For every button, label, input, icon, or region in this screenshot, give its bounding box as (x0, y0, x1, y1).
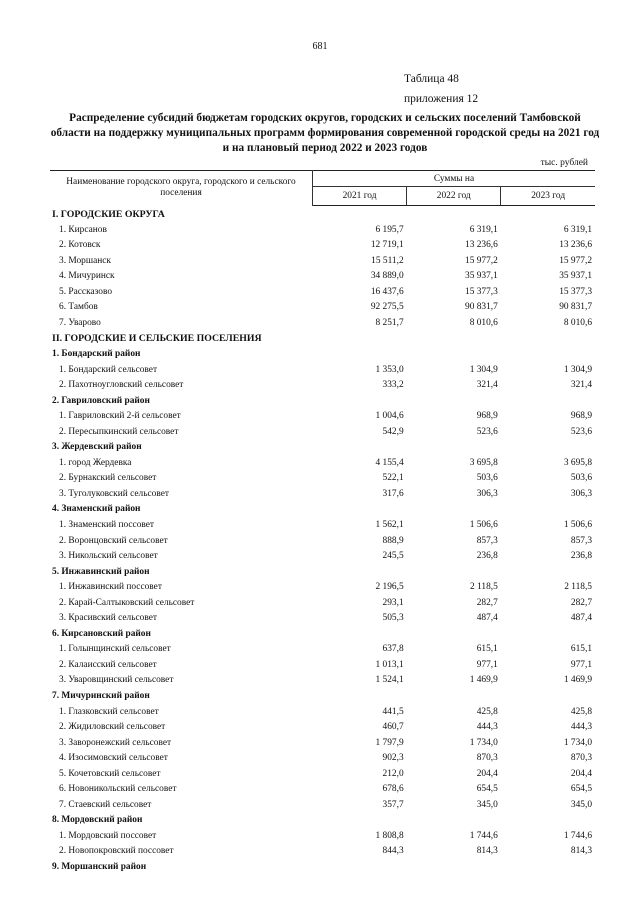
value-2023: 3 695,8 (563, 457, 592, 468)
value-2021 (312, 812, 406, 828)
row-name: 2. Пахотноугловский сельсовет (59, 380, 184, 391)
value-2021: 844,3 (382, 846, 404, 857)
value-2021: 1 797,9 (375, 737, 404, 748)
value-2023: 1 734,0 (563, 737, 592, 748)
value-2021: 637,8 (382, 644, 404, 655)
district-row (50, 812, 595, 828)
row-name: 3. Туголуковский сельсовет (59, 488, 169, 499)
units-label: тыс. рублей (540, 158, 588, 168)
table-title: Распределение субсидий бюджетам городских округов, городских и сельских поселений Тамбовской области на поддержку муниципальных программ формирования современной городской среды на 2021 год и на плановый период 2022 и 2023 годов (50, 112, 600, 154)
table-row (50, 610, 595, 626)
value-2022 (407, 858, 501, 874)
row-name: 1. Инжавинский поссовет (59, 582, 162, 593)
value-2021: 4 155,4 (375, 457, 404, 468)
value-2021: 542,9 (382, 426, 404, 437)
value-2021: 1 524,1 (375, 675, 404, 686)
value-2023: 13 236,6 (559, 240, 592, 251)
year-header-2022: 2022 год (407, 187, 501, 206)
table-row (50, 361, 595, 377)
value-2023: 1 469,9 (563, 675, 592, 686)
value-2021: 333,2 (382, 380, 404, 391)
row-name: 6. Тамбов (59, 302, 98, 313)
value-2021 (312, 330, 406, 346)
sums-header: Суммы на (312, 171, 595, 187)
value-2022: 90 831,7 (465, 302, 498, 313)
district-heading: 2. Гавриловский район (52, 395, 150, 406)
page-number: 681 (312, 41, 328, 52)
table-row (50, 299, 595, 315)
value-2023 (501, 501, 595, 517)
value-2021: 34 889,0 (370, 271, 404, 282)
value-2022: 814,3 (476, 846, 498, 857)
table-header (50, 171, 595, 206)
value-2021: 15 511,2 (371, 255, 404, 266)
value-2021: 12 719,1 (370, 240, 404, 251)
value-2021 (312, 563, 406, 579)
value-2023: 503,6 (570, 473, 592, 484)
value-2023: 236,8 (570, 551, 592, 562)
value-2023 (501, 392, 595, 408)
value-2023: 425,8 (570, 706, 592, 717)
value-2021: 8 251,7 (375, 317, 404, 328)
value-2022: 321,4 (476, 380, 498, 391)
value-2023: 8 010,6 (563, 317, 592, 328)
district-row (50, 625, 595, 641)
row-name: 1. Знаменский поссовет (59, 519, 155, 530)
value-2023 (501, 330, 595, 346)
value-2021 (312, 625, 406, 641)
value-2021: 2 196,5 (375, 582, 404, 593)
table-row (50, 485, 595, 501)
section-row (50, 206, 595, 222)
row-name: 1. город Жердевка (59, 457, 132, 468)
table-label: Таблица 48 (404, 73, 459, 85)
table-row (50, 252, 595, 268)
value-2022 (407, 345, 501, 361)
value-2021: 460,7 (382, 722, 404, 733)
value-2022: 977,1 (476, 659, 498, 670)
value-2022: 1 304,9 (469, 364, 498, 375)
table-row (50, 283, 595, 299)
row-name: 1. Кирсанов (59, 224, 107, 235)
value-2022: 1 506,6 (469, 519, 498, 530)
subsidy-table (50, 170, 595, 874)
value-2021: 441,5 (382, 706, 404, 717)
value-2022: 6 319,1 (469, 224, 498, 235)
value-2023: 870,3 (570, 753, 592, 764)
district-heading: 6. Кирсановский район (52, 628, 151, 639)
section-row (50, 330, 595, 346)
value-2021 (312, 858, 406, 874)
value-2022: 306,3 (476, 488, 498, 499)
row-name: 5. Рассказово (59, 286, 113, 297)
table-row (50, 672, 595, 688)
row-name: 2. Карай-Салтыковский сельсовет (59, 597, 195, 608)
district-heading: 7. Мичуринский район (52, 691, 150, 701)
value-2023: 654,5 (570, 784, 592, 795)
value-2021: 902,3 (382, 753, 404, 764)
value-2021: 16 437,6 (370, 286, 404, 297)
row-name: 3. Уваровщинский сельсовет (59, 675, 174, 686)
row-name: 1. Глазковский сельсовет (59, 706, 159, 717)
table-row (50, 408, 595, 424)
value-2022 (407, 439, 501, 455)
table-row (50, 594, 595, 610)
value-2023: 615,1 (570, 644, 592, 655)
table-row (50, 454, 595, 470)
value-2021 (312, 392, 406, 408)
value-2023: 90 831,7 (559, 302, 592, 313)
value-2023: 444,3 (570, 722, 592, 733)
value-2023 (501, 858, 595, 874)
value-2022 (407, 563, 501, 579)
row-name: 2. Калаисский сельсовет (59, 659, 157, 670)
table-row (50, 314, 595, 330)
value-2022: 615,1 (476, 644, 498, 655)
district-row (50, 392, 595, 408)
value-2021: 1 013,1 (375, 659, 404, 670)
row-name: 7. Стаевский сельсовет (59, 799, 152, 810)
value-2022: 425,8 (476, 706, 498, 717)
table-row (50, 703, 595, 719)
value-2021: 92 275,5 (370, 302, 404, 313)
value-2021: 522,1 (382, 473, 404, 484)
section-heading: I. ГОРОДСКИЕ ОКРУГА (52, 209, 165, 221)
value-2021: 1 353,0 (375, 364, 404, 375)
value-2022 (407, 812, 501, 828)
row-name: 3. Моршанск (59, 255, 111, 266)
value-2022: 1 469,9 (469, 675, 498, 686)
value-2022: 968,9 (476, 411, 498, 422)
value-2023: 282,7 (570, 597, 592, 608)
value-2023: 15 377,3 (559, 286, 592, 297)
value-2023: 1 304,9 (563, 364, 592, 375)
value-2022: 523,6 (476, 426, 498, 437)
row-name: 5. Кочетовский сельсовет (59, 768, 161, 779)
table-row (50, 750, 595, 766)
row-name: 1. Бондарский сельсовет (59, 364, 158, 375)
value-2021 (312, 345, 406, 361)
value-2023 (501, 345, 595, 361)
value-2022: 282,7 (476, 597, 498, 608)
district-row (50, 687, 595, 703)
row-name: 7. Уварово (59, 317, 101, 328)
value-2022: 857,3 (476, 535, 498, 546)
value-2023: 1 744,6 (563, 830, 592, 841)
value-2022: 204,4 (476, 768, 498, 779)
table-row (50, 579, 595, 595)
district-row (50, 858, 595, 874)
table-row (50, 532, 595, 548)
value-2021 (312, 501, 406, 517)
row-name: 6. Новоникольский сельсовет (59, 784, 177, 795)
table-row (50, 516, 595, 532)
value-2022: 654,5 (476, 784, 498, 795)
value-2022: 444,3 (476, 722, 498, 733)
value-2023 (501, 439, 595, 455)
value-2022: 3 695,8 (469, 457, 498, 468)
value-2022: 1 744,6 (469, 830, 498, 841)
year-header-2023: 2023 год (501, 187, 595, 206)
value-2021: 212,0 (382, 768, 404, 779)
row-name: 2. Пересыпкинский сельсовет (59, 426, 179, 437)
value-2021 (312, 687, 406, 703)
table-body (50, 206, 595, 875)
value-2022: 236,8 (476, 551, 498, 562)
value-2022: 15 377,3 (465, 286, 498, 297)
value-2022: 2 118,5 (470, 582, 498, 593)
value-2023: 306,3 (570, 488, 592, 499)
value-2021: 1 562,1 (375, 519, 404, 530)
table-row (50, 656, 595, 672)
value-2023: 204,4 (570, 768, 592, 779)
appendix-label: приложения 12 (404, 93, 479, 105)
row-name: 2. Бурнакский сельсовет (59, 473, 157, 484)
value-2022 (407, 625, 501, 641)
value-2021: 245,5 (382, 551, 404, 562)
table-row (50, 237, 595, 253)
row-name: 2. Жидиловский сельсовет (59, 722, 166, 733)
value-2023: 35 937,1 (559, 271, 592, 282)
district-heading: 1. Бондарский район (52, 348, 141, 359)
row-name: 3. Никольский сельсовет (59, 551, 158, 562)
row-name: 1. Голынщинский сельсовет (59, 644, 171, 655)
table-row (50, 423, 595, 439)
row-name: 2. Воронцовский сельсовет (59, 535, 168, 546)
table-row (50, 827, 595, 843)
value-2022 (407, 501, 501, 517)
value-2023: 857,3 (570, 535, 592, 546)
value-2023 (501, 625, 595, 641)
value-2022: 15 977,2 (465, 255, 498, 266)
value-2021: 357,7 (382, 799, 404, 810)
value-2022 (407, 330, 501, 346)
row-name: 2. Котовск (59, 240, 101, 251)
name-column-header: Наименование городского округа, городского и сельского поселения (50, 171, 312, 206)
table-row (50, 470, 595, 486)
value-2021: 888,9 (382, 535, 404, 546)
value-2021 (312, 206, 406, 222)
table-row (50, 765, 595, 781)
value-2023 (501, 687, 595, 703)
district-heading: 4. Знаменский район (52, 504, 141, 515)
table-row (50, 843, 595, 859)
row-name: 4. Изосимовский сельсовет (59, 753, 168, 764)
row-name: 1. Гавриловский 2-й сельсовет (59, 411, 181, 422)
row-name: 3. Красивский сельсовет (59, 613, 157, 624)
value-2022: 13 236,6 (465, 240, 498, 251)
value-2023: 2 118,5 (564, 582, 592, 593)
table-row (50, 641, 595, 657)
value-2022: 503,6 (476, 473, 498, 484)
value-2022: 8 010,6 (469, 317, 498, 328)
value-2023: 487,4 (570, 613, 592, 624)
value-2023: 814,3 (570, 846, 592, 857)
row-name: 2. Новопокровский поссовет (59, 846, 174, 857)
value-2021: 1 808,8 (375, 830, 404, 841)
year-header-2021: 2021 год (312, 187, 406, 206)
section-heading: II. ГОРОДСКИЕ И СЕЛЬСКИЕ ПОСЕЛЕНИЯ (52, 333, 262, 345)
table-row (50, 734, 595, 750)
value-2022 (407, 206, 501, 222)
table-row (50, 781, 595, 797)
district-heading: 9. Моршанский район (52, 862, 147, 873)
table-row (50, 548, 595, 564)
value-2023 (501, 812, 595, 828)
value-2023: 6 319,1 (563, 224, 592, 235)
value-2022 (407, 687, 501, 703)
value-2021 (312, 439, 406, 455)
value-2022: 487,4 (476, 613, 498, 624)
district-heading: 8. Мордовский район (52, 815, 143, 826)
value-2023: 1 506,6 (563, 519, 592, 530)
value-2022 (407, 392, 501, 408)
value-2021: 293,1 (382, 597, 404, 608)
value-2021: 678,6 (382, 784, 404, 795)
district-row (50, 501, 595, 517)
value-2022: 870,3 (476, 753, 498, 764)
table-row (50, 377, 595, 393)
value-2022: 1 734,0 (469, 737, 498, 748)
value-2023: 345,0 (570, 799, 592, 810)
value-2023: 15 977,2 (559, 255, 592, 266)
value-2023: 321,4 (570, 380, 592, 391)
value-2021: 1 004,6 (375, 411, 404, 422)
value-2022: 35 937,1 (465, 271, 498, 282)
value-2023: 523,6 (570, 426, 592, 437)
table-row (50, 796, 595, 812)
value-2021: 317,6 (382, 488, 404, 499)
table-row (50, 719, 595, 735)
district-heading: 3. Жердевский район (52, 442, 142, 453)
value-2023 (501, 206, 595, 222)
value-2023 (501, 563, 595, 579)
value-2022: 345,0 (476, 799, 498, 810)
district-heading: 5. Инжавинский район (52, 566, 150, 577)
district-row (50, 345, 595, 361)
table-row (50, 268, 595, 284)
row-name: 1. Мордовский поссовет (59, 830, 157, 841)
district-row (50, 563, 595, 579)
value-2021: 6 195,7 (375, 224, 404, 235)
row-name: 3. Заворонежский сельсовет (59, 737, 172, 748)
district-row (50, 439, 595, 455)
value-2023: 977,1 (570, 659, 592, 670)
value-2023: 968,9 (570, 411, 592, 422)
row-name: 4. Мичуринск (59, 271, 115, 282)
table-row (50, 221, 595, 237)
value-2021: 505,3 (382, 613, 404, 624)
